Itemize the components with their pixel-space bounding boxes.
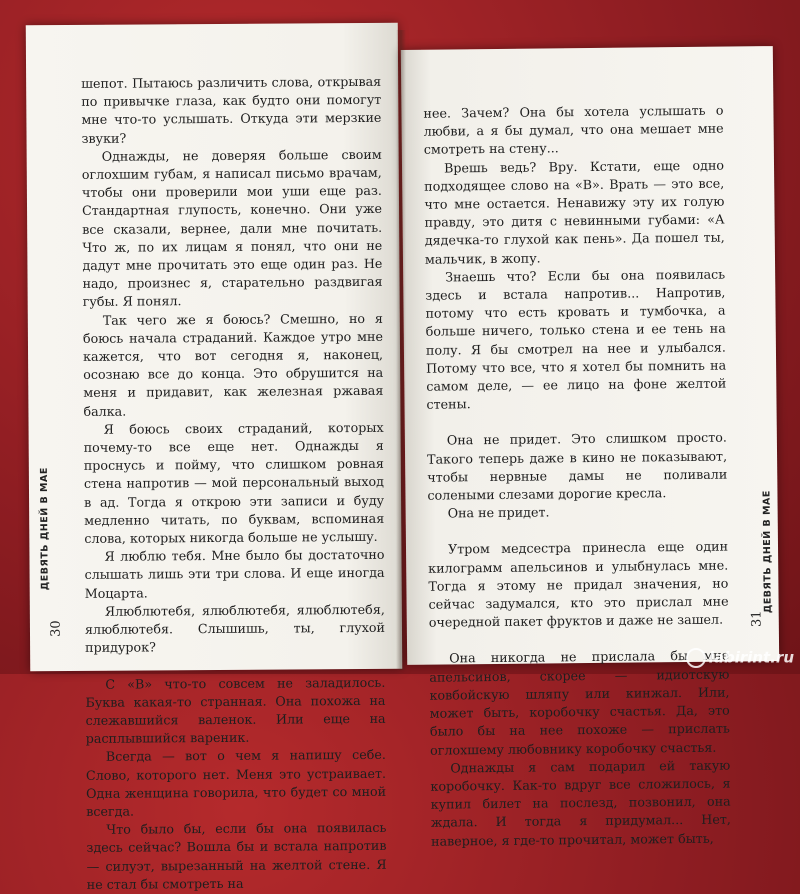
paragraph: Она не придет.: [447, 504, 550, 521]
right-page-text: [423, 102, 731, 851]
paragraph: Всегда — вот о чем я напишу себе. Слово, которого нет. Меня это устраивает. Одна женщина говорила, что будет со мной всегда.: [85, 747, 387, 819]
left-page-number: 30: [48, 620, 64, 637]
paragraph: Ялюблютебя, ялюблютебя, ялюблютебя, ялюблютебя. Слышишь, ты, глухой придурок?: [84, 601, 386, 656]
left-page-text: [81, 73, 387, 894]
paragraph: С «В» что-то совсем не заладилось. Буква какая-то странная. Она похожа на слежавшийся валенок. Или еще на расплывшийся вареник.: [85, 674, 386, 747]
paragraph: Так чего же я боюсь? Смешно, но я боюсь начала страданий. Каждое утро мне кажется, что вот сегодня я, наконец, осознаю все до конца. Это обрушится на меня и придавит, как железная ржавая балка.: [82, 310, 384, 419]
paragraph: Однажды, не доверяя больше своим оглохшим губам, я написал письмо врачам, чтобы они проверили мои уши еще раз. Стандартная глупость, конечно. Они уже все сказали, вернее, дали мне почитать. Что ж, по их лицам я понял, что они не дадут мне прочитать это еще один раз. Не надо, произнес я, старательно раздвигая губы. Я понял.: [81, 146, 383, 310]
paragraph: Я люблю тебя. Мне было бы достаточно слышать лишь эти три слова. И еще иногда Моцарта.: [84, 547, 385, 601]
paragraph: Она не придет. Это слишком просто. Такого теперь даже в кино не показывают, чтобы нервные дамы не поливали солеными слезами дорогие кресла.: [426, 430, 728, 503]
paragraph: Утром медсестра принесла еще один килограмм апельсинов и улыбнулась мне. Тогда я этому не придал значения, но сейчас задумался, кто это прислал мне очередной пакет фруктов и даже не зашел.: [428, 539, 729, 630]
section-break: [85, 655, 385, 675]
watermark: [686, 648, 794, 668]
paragraph: Что было бы, если бы она появилась здесь сейчас? Вошла бы и встала напротив — силуэт, вырезанный на желтой стене. Я не стал бы смотреть на: [86, 819, 387, 892]
paragraph: шепот. Пытаюсь различить слова, открывая по привычке глаза, как будто они помогут мне что-то услышать. Откуда эти мерзкие звуки?: [81, 73, 382, 146]
right-page: [401, 46, 779, 849]
right-page-number: 31: [749, 610, 765, 628]
paragraph: Однажды я сам подарил ей такую коробочку. Как-то вдруг все сложилось, я купил билет на послезд, позвонил, она ждала. И тогда я придумал... Нет, наверное, я где-то прочитал, может быть,: [430, 757, 731, 849]
paragraph: Она никогда не прислала бы мне апельсинов, скорее — идиотскую ковбойскую шляпу или кинжал. Или, может быть, коробочку счастья. Да, это было бы на нее похоже — прислать оглохшему любовнику коробочку счастья.: [429, 648, 730, 758]
book-gutter: [396, 30, 406, 670]
paragraph: Знаешь что? Если бы она появилась здесь и встала напротив... Напротив, потому что есть кровать и тумбочка, а больше ничего, только стена и ее тень на полу. Я бы смотрел на нее и улыбался. Потому что все, что я хотел бы помнить на самом деле, — ее лицо на фоне желтой стены.: [425, 266, 727, 412]
paragraph: Врешь ведь? Вру. Кстати, еще одно подходящее слово на «В». Врать — это все, что мне остается. Ненавижу эту их голую правду, это дитя с невинными губами: «А дядечка-то глухой как пень». Да пошел ты, мальчик, в жопу.: [424, 157, 725, 267]
paragraph: нее. Зачем? Она бы хотела услышать о любви, а я бы думал, что она мешает мне смотреть на стену...: [423, 102, 724, 158]
left-page: [26, 23, 403, 892]
left-running-head: ДЕВЯТЬ ДНЕЙ В МАЕ: [38, 467, 51, 591]
right-running-head: ДЕВЯТЬ ДНЕЙ В МАЕ: [761, 490, 774, 614]
watermark-text: labirint.ru: [708, 648, 794, 667]
labirint-logo-icon: [686, 648, 706, 668]
paragraph: Я боюсь своих страданий, которых почему-то все еще нет. Однажды я проснусь и пойму, что слишком ровная стена напротив — мой персональный выход в ад. Тогда я открою эти записи и буду медленно читать, по буквам, вспоминая слова, которых никогда больше не услышу.: [83, 419, 385, 546]
